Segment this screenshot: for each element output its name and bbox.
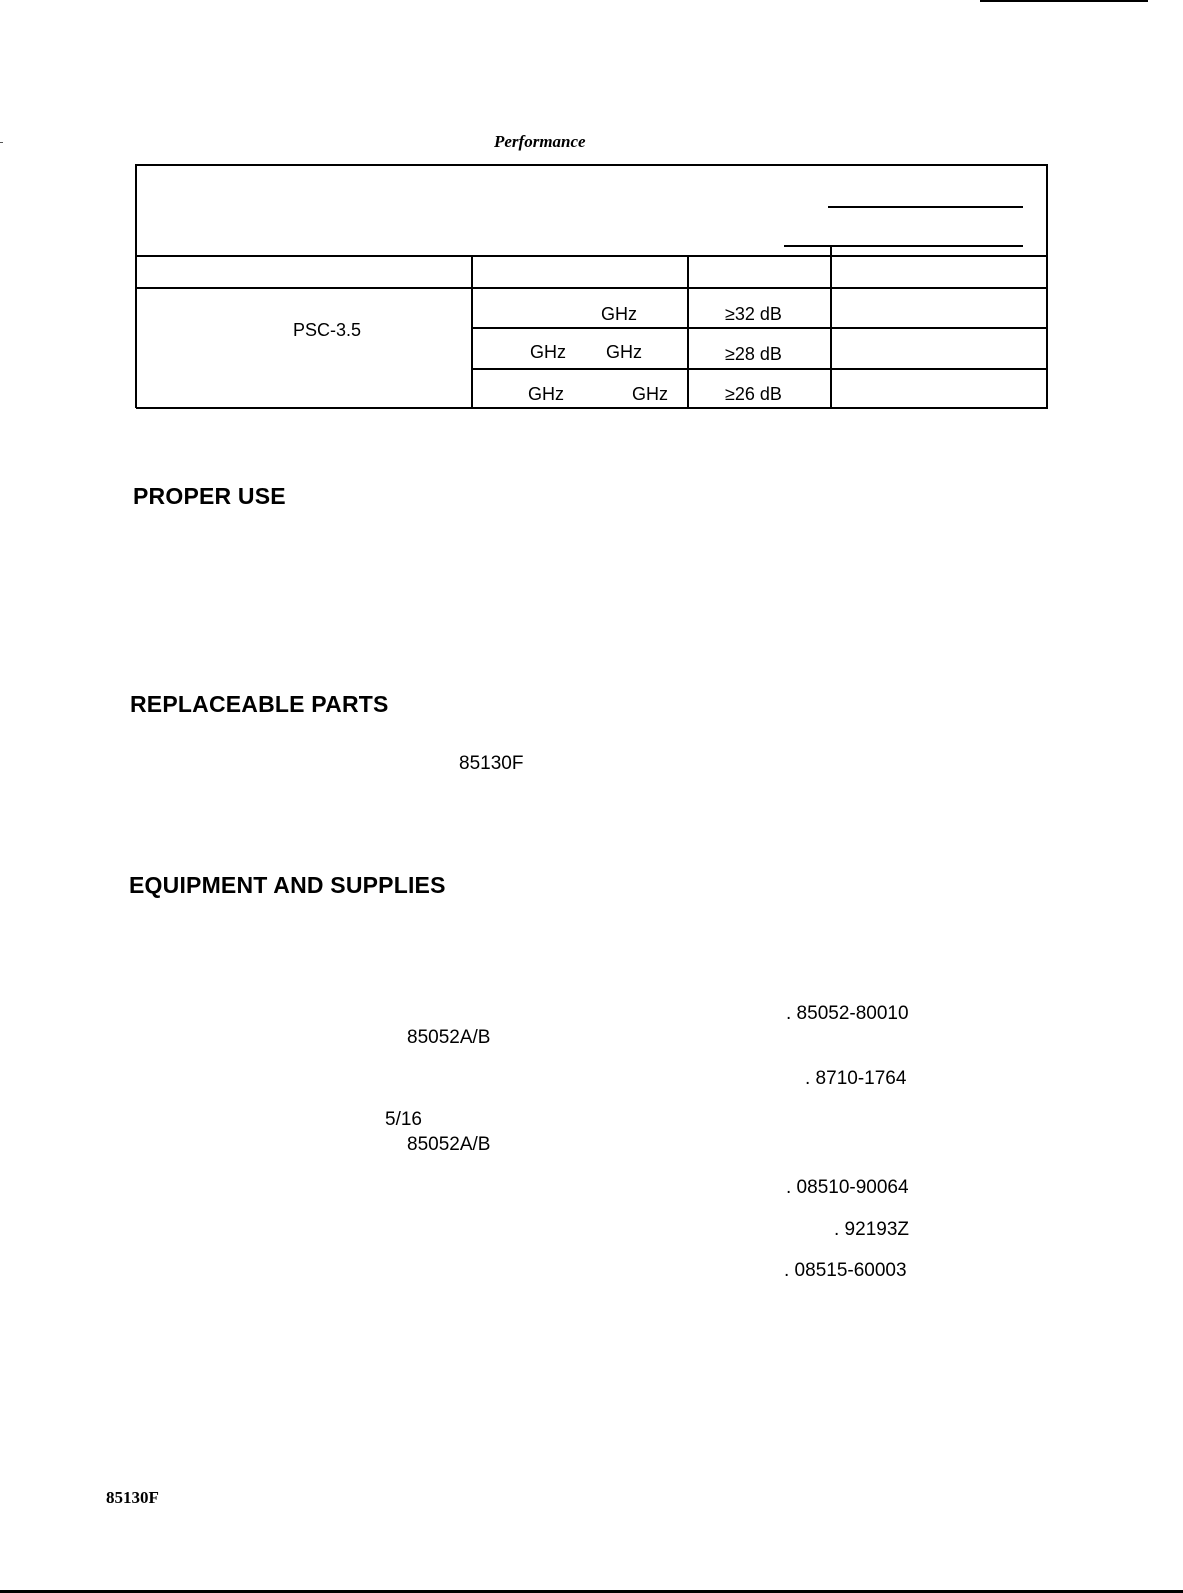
row-2-spec: ≥28 dB [725, 344, 782, 364]
row-2-freq-start: GHz [530, 342, 566, 362]
equipment-part-7: . 08515-60003 [784, 1260, 907, 1281]
equipment-desc-4: 85052A/B [407, 1134, 491, 1155]
table-top-border [136, 164, 1048, 166]
header-underline-1 [828, 206, 1023, 208]
equipment-part-6: . 92193Z [834, 1219, 909, 1240]
equipment-desc-3: 5/16 [385, 1109, 422, 1130]
row-1-freq-end: GHz [601, 304, 637, 324]
row-2-freq-end: GHz [606, 342, 642, 362]
column-divider-2 [687, 255, 689, 408]
footer-model: 85130F [106, 1488, 159, 1507]
header-underline-2 [784, 245, 1023, 247]
row-3-spec: ≥26 dB [725, 384, 782, 404]
equipment-part-1: . 85052-80010 [786, 1003, 909, 1024]
column-divider-1 [471, 255, 473, 408]
table-caption: Performance [494, 132, 586, 151]
row-1-spec: ≥32 dB [725, 304, 782, 324]
row-3-freq-start: GHz [528, 384, 564, 404]
row-divider-1 [472, 327, 1047, 329]
table-left-border [135, 164, 137, 408]
heading-equipment-supplies: EQUIPMENT AND SUPPLIES [129, 872, 446, 898]
equipment-part-5: . 08510-90064 [786, 1177, 909, 1198]
header-row-top [136, 255, 1047, 257]
row-3-freq-end: GHz [632, 384, 668, 404]
equipment-part-2: . 8710-1764 [805, 1068, 907, 1089]
row-divider-2 [472, 368, 1047, 370]
top-right-rule [980, 0, 1148, 2]
heading-replaceable-parts: REPLACEABLE PARTS [130, 691, 389, 717]
header-row-bottom [136, 287, 1047, 289]
connector-type: PSC-3.5 [293, 320, 362, 340]
heading-proper-use: PROPER USE [133, 483, 286, 509]
table-right-border [1046, 164, 1048, 408]
table-right-tick [1047, 164, 1048, 186]
table-bottom-border [136, 407, 1048, 409]
equipment-desc-1: 85052A/B [407, 1027, 491, 1048]
margin-mark [0, 142, 3, 143]
replaceable-parts-model: 85130F [459, 753, 524, 774]
